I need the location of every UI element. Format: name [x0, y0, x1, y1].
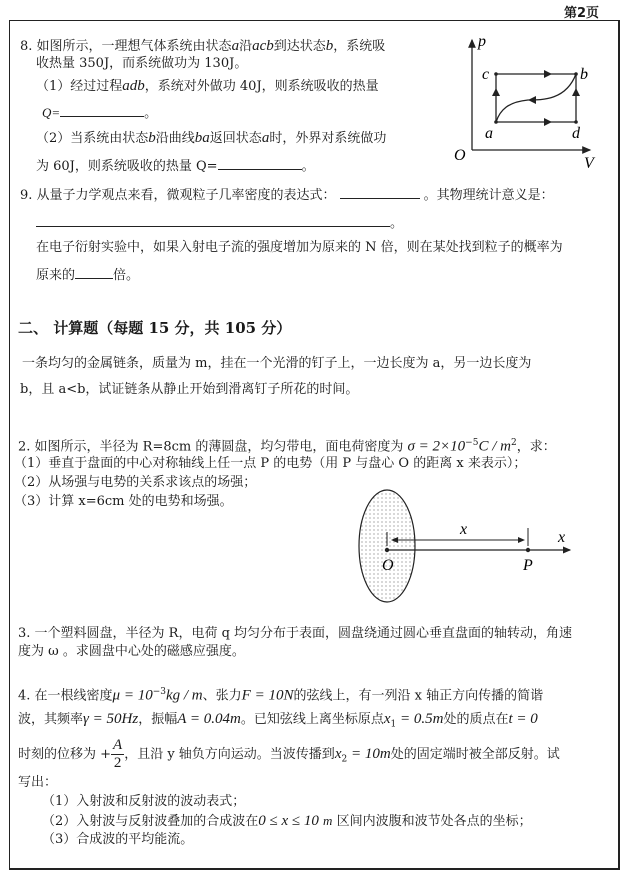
q9-expression-blank[interactable]: [340, 186, 420, 199]
q9-line2: 。: [36, 214, 403, 232]
calc2-sub2: （2）从场强与电势的关系求该点的场强；: [14, 475, 257, 490]
q9-line4: 原来的 倍。: [36, 268, 140, 283]
label-a: a: [485, 125, 493, 142]
calc4-sub2: （2）入射波与反射波叠加的合成波在0 ≤ x ≤ 10 m 区间内波腹和波节处各点的坐标；: [42, 813, 532, 829]
calc2-sub3: （3）计算 x=6cm 处的电势和场强。: [14, 494, 233, 509]
label-axis-x: x: [558, 529, 566, 546]
calc4-sub3: （3）合成波的平均能流。: [42, 832, 194, 847]
label-P: P: [523, 557, 533, 574]
q8-part2: （2）当系统由状态b沿曲线ba返回状态a时，外界对系统做功: [36, 130, 387, 146]
q8-part1: （1）经过过程adb，系统对外做功 40J，则系统吸收的热量: [36, 78, 379, 94]
calc2-sub1: （1）垂直于盘面的中心对称轴线上任一点 P 的电势（用 P 与盘心 O 的距离 x 来表示）；: [14, 456, 527, 471]
q9-line1: 9. 从量子力学观点来看，微观粒子几率密度的表达式： 。其物理统计意义是：: [20, 188, 554, 203]
page-number-label: 第2页: [563, 6, 599, 21]
label-v: V: [584, 155, 594, 170]
arrow-ba-icon: [528, 96, 536, 104]
label-distance-x: x: [460, 521, 468, 538]
q8-part2-answer: 为 60J，则系统吸收的热量 Q= 。: [36, 159, 315, 174]
label-c: c: [482, 66, 490, 83]
section-2-title: 二、 计算题（每题 15 分，共 105 分）: [18, 319, 292, 337]
label-O: O: [382, 557, 394, 574]
q8-part1-answer: Q= 。: [42, 105, 158, 121]
calc4-line3: 时刻的位移为 + $\frac{A}{2}$ ，且沿 y 轴负方向运动。当波传播到$x_2 = 10m$处的固定端时被全部反射。试: [18, 737, 560, 771]
label-b: b: [580, 66, 588, 83]
calc1-line2: b，且 a<b，试证链条从静止开始到滑离钉子所花的时间。: [20, 382, 359, 397]
fraction-a-over-2: $\frac{A}{2}$: [113, 737, 123, 771]
calc3-line1: 3. 一个塑料圆盘，半径为 R，电荷 q 均匀分布于表面，圆盘绕通过圆心垂直盘面的轴转动，角速: [18, 626, 573, 641]
label-origin: O: [454, 147, 466, 164]
q8-part1-blank[interactable]: [60, 104, 144, 117]
calc4-line1: 4. 在一根线密度$\mu = 10^{-3}kg / m$、张力F = 10N的弦线上，有一列沿 x 轴正方向传播的简谐: [18, 687, 544, 704]
q8-line2: 收热量 350J，而系统做功为 130J。: [36, 56, 248, 71]
calc4-sub1: （1）入射波和反射波的波动表式；: [42, 794, 246, 809]
calc3-line2: 度为 ω 。求圆盘中心处的磁感应强度。: [18, 644, 245, 659]
calc4-line4: 写出：: [18, 775, 58, 790]
label-d: d: [572, 125, 580, 142]
point-P: [526, 548, 530, 552]
calc4-line2: 波，其频率γ = 50Hz，振幅A = 0.04m。已知弦线上离坐标原点$x_1 = 0.5m$处的质点在t = 0: [18, 711, 538, 730]
arrow-db-icon: [572, 88, 580, 96]
label-p: p: [478, 33, 486, 50]
q9-meaning-blank[interactable]: [36, 214, 390, 227]
pv-diagram: [448, 30, 598, 170]
charged-disc-diagram: [340, 488, 580, 606]
q9-line3: 在电子衍射实验中，如果入射电子流的强度增加为原来的 N 倍，则在某处找到粒子的概率为: [36, 240, 563, 255]
arrow-cb-icon: [544, 70, 552, 78]
q8-part2-blank[interactable]: [218, 157, 302, 170]
q8-line1: 8. 如图所示，一理想气体系统由状态a沿acb到达状态b，系统吸: [20, 38, 386, 54]
arrow-ac-icon: [492, 88, 500, 96]
arrow-ad-icon: [544, 118, 552, 126]
calc1-line1: 一条均匀的金属链条，质量为 m，挂在一个光滑的钉子上，一边长度为 a，另一边长度为: [22, 356, 532, 371]
calc2-line1: 2. 如图所示，半径为 R=8cm 的薄圆盘，均匀带电，面电荷密度为 $\sigma = 2\times 10^{-5}C / m^2$，求：: [18, 438, 556, 455]
q9-times-blank[interactable]: [75, 266, 113, 279]
point-O: [385, 548, 389, 552]
